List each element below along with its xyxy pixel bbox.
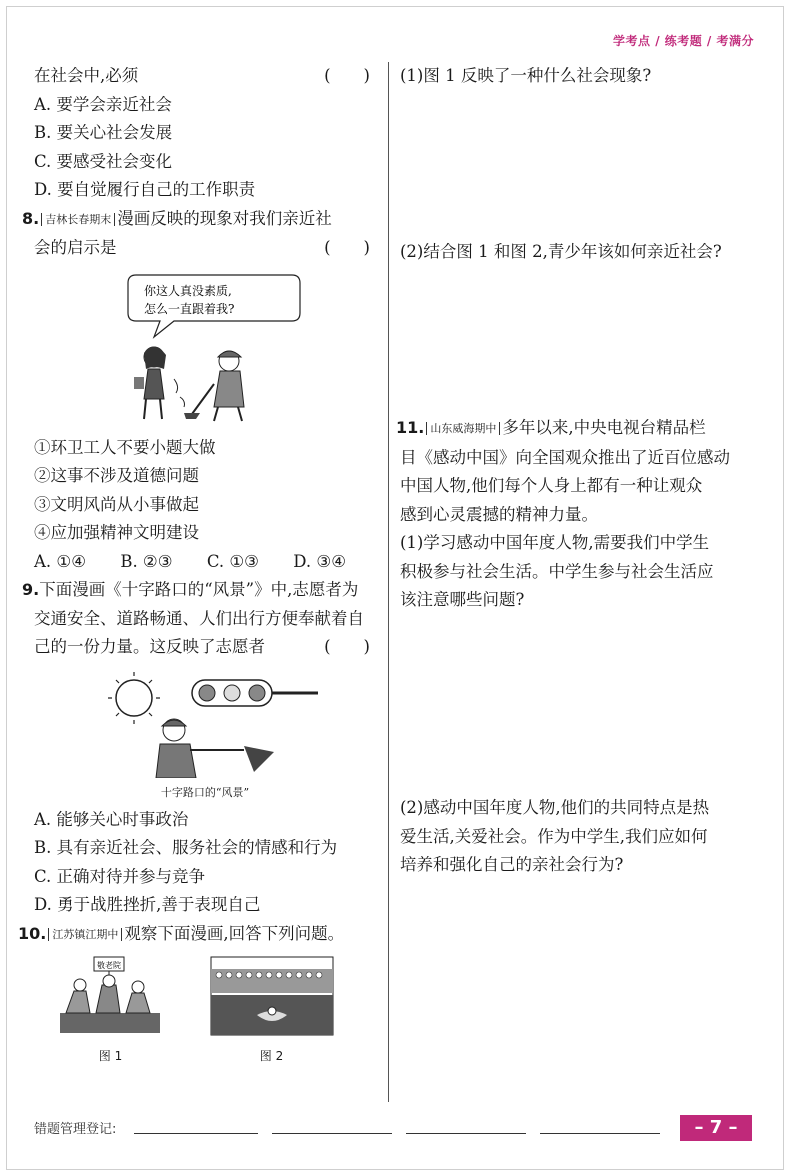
q11-text1: 多年以来,中央电视台精品栏 — [502, 418, 706, 437]
q11-source: 山东威海期中 — [426, 422, 500, 435]
q11-sub2-line1: (2)感动中国年度人物,他们的共同特点是热 — [400, 798, 710, 817]
q7-option-a: A. 要学会亲近社会 — [34, 94, 172, 114]
q11-sub2-line2: 爱生活,关爱社会。作为中学生,我们应如何 — [400, 826, 708, 846]
figure-2-image — [209, 955, 335, 1037]
q8-option-d: D. ③④ — [293, 551, 346, 571]
q9-number: 9. — [22, 580, 40, 599]
q10-number: 10. — [18, 923, 47, 943]
q8-source: 吉林长春期末 — [41, 213, 115, 226]
nursing-home-sign: 敬老院 — [96, 961, 121, 970]
q8-text1: 漫画反映的现象对我们亲近社 — [117, 208, 332, 228]
q9-option-d: D. 勇于战胜挫折,善于表现自己 — [34, 895, 261, 914]
q11-line3: 中国人物,他们每个人身上都有一种让观众 — [400, 476, 703, 495]
q9-stem-line3 — [34, 633, 376, 662]
q8-statement-4: ④应加强精神文明建设 — [34, 523, 199, 542]
q11-line2: 目《感动中国》向全国观众推出了近百位感动 — [400, 447, 730, 467]
error-log-line-4[interactable] — [540, 1133, 660, 1134]
figure-1 — [56, 955, 166, 1064]
q11-sub1-line1: (1)学习感动中国年度人物,需要我们中学生 — [400, 533, 710, 552]
q7-option-d: D. 要自觉履行自己的工作职责 — [34, 180, 256, 199]
q11-line4: 感到心灵震撼的精神力量。 — [400, 504, 598, 524]
q8-cartoon-image — [114, 269, 304, 424]
q8-statement-3: ③文明风尚从小事做起 — [34, 494, 199, 514]
q10-sub2: (2)结合图 1 和图 2,青少年该如何亲近社会? — [400, 242, 722, 261]
q8-options — [34, 548, 376, 577]
figure-1-caption: 图 1 — [98, 1049, 123, 1063]
answer-paren: ( ) — [324, 66, 370, 85]
q10-sub1: (1)图 1 反映了一种什么社会现象? — [400, 66, 652, 85]
q10-figures — [34, 955, 376, 1064]
left-column — [18, 62, 376, 1064]
q9-caption: 十字路口的“风景” — [160, 785, 250, 799]
figure-2 — [209, 955, 335, 1064]
q11-line1 — [396, 414, 760, 444]
q11-number: 11. — [396, 418, 425, 437]
q10-stem — [18, 920, 376, 950]
q7-tail-text: 在社会中,必须 — [34, 66, 139, 85]
q9-cartoon-image — [104, 668, 324, 778]
bubble-line1: 你这人真没素质, — [144, 283, 232, 298]
error-log-line-1[interactable] — [134, 1133, 258, 1134]
q7-option-c: C. 要感受社会变化 — [34, 151, 173, 171]
error-log-line-3[interactable] — [406, 1133, 526, 1134]
error-log-label: 错题管理登记: — [34, 1122, 117, 1137]
q7-tail — [34, 62, 376, 91]
q11-sub2-block — [400, 794, 760, 880]
page-number: – 7 – — [680, 1115, 752, 1141]
q8-text2: 会的启示是 — [34, 238, 117, 257]
bubble-line2: 怎么一直跟着我? — [144, 301, 235, 316]
q9-cartoon — [34, 668, 376, 782]
answer-paren: ( ) — [324, 238, 370, 257]
q7-option-b: B. 要关心社会发展 — [34, 123, 173, 142]
figure-2-caption: 图 2 — [259, 1049, 284, 1063]
q11-block — [396, 414, 760, 615]
q9-option-b: B. 具有亲近社会、服务社会的情感和行为 — [34, 838, 338, 857]
q9-stem-line1 — [22, 576, 376, 605]
q10-source: 江苏镇江期中 — [48, 928, 122, 941]
q8-statement-1: ①环卫工人不要小题大做 — [34, 437, 216, 457]
q8-stem-line1 — [22, 205, 376, 235]
q8-stem-line2 — [34, 234, 376, 263]
q8-cartoon — [34, 269, 376, 428]
q11-sub1-line3: 该注意哪些问题? — [400, 590, 525, 609]
q10-text: 观察下面漫画,回答下列问题。 — [124, 923, 345, 943]
q9-text1: 下面漫画《十字路口的“风景”》中,志愿者为 — [39, 580, 359, 599]
q8-option-b: B. ②③ — [120, 551, 173, 571]
column-divider — [388, 62, 389, 1102]
q8-statement-2: ②这事不涉及道德问题 — [34, 466, 199, 485]
figure-1-image — [56, 955, 166, 1037]
q9-text3: 己的一份力量。这反映了志愿者 — [34, 637, 265, 656]
q11-sub2-line3: 培养和强化自己的亲社会行为? — [400, 855, 624, 874]
q8-option-c: C. ①③ — [206, 551, 259, 571]
page-header: 学考点 / 练考题 / 考满分 — [613, 34, 754, 48]
q9-option-c: C. 正确对待并参与竞争 — [34, 866, 206, 886]
answer-paren: ( ) — [324, 637, 370, 656]
q11-sub1-line2: 积极参与社会生活。中学生参与社会生活应 — [400, 561, 714, 581]
error-log-line-2[interactable] — [272, 1133, 392, 1134]
q9-option-a: A. 能够关心时事政治 — [34, 809, 189, 829]
q8-option-a: A. ①④ — [34, 551, 86, 571]
q9-stem-line2: 交通安全、道路畅通、人们出行方便奉献着自 — [34, 608, 364, 628]
right-column — [396, 62, 760, 874]
q8-number: 8. — [22, 208, 40, 228]
